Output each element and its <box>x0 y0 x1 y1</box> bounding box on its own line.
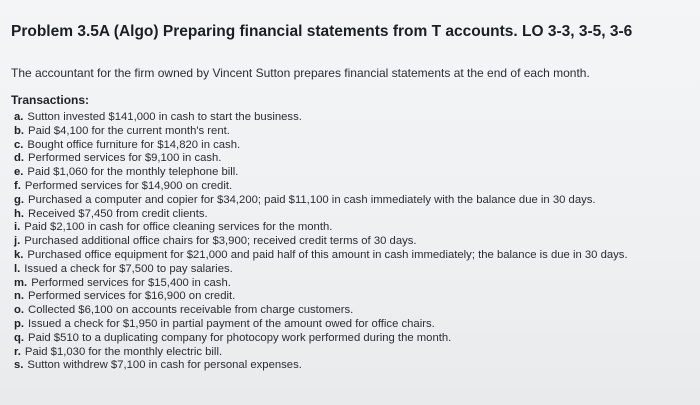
transaction-letter: l. <box>14 262 21 275</box>
problem-intro: The accountant for the firm owned by Vincent Sutton prepares financial statements at the end of each month. <box>11 66 590 80</box>
transaction-item <box>14 235 628 249</box>
transaction-item <box>14 277 628 291</box>
transaction-text: Issued a check for $1,950 in partial payment of the amount owed for office chairs. <box>28 317 435 330</box>
transaction-item <box>14 139 628 153</box>
transaction-letter: s. <box>14 359 24 372</box>
transaction-item <box>14 221 628 235</box>
transaction-text: Paid $2,100 in cash for office cleaning services for the month. <box>24 221 333 234</box>
transaction-text: Purchased a computer and copier for $34,200; paid $11,100 in cash immediately with the balance due in 30 days. <box>28 193 596 206</box>
transaction-item <box>14 304 628 318</box>
transaction-text: Purchased additional office chairs for $3,900; received credit terms of 30 days. <box>24 235 417 248</box>
transaction-item <box>14 208 628 222</box>
transaction-letter: n. <box>14 290 25 303</box>
transaction-letter: j. <box>14 235 21 248</box>
transaction-item <box>14 194 628 208</box>
transaction-item <box>14 346 628 360</box>
transaction-letter: a. <box>14 111 24 123</box>
transaction-item <box>14 290 628 304</box>
transaction-item <box>14 111 628 125</box>
transaction-text: Paid $1,060 for the monthly telephone bill. <box>27 166 239 179</box>
transaction-text: Sutton withdrew $7,100 in cash for personal expenses. <box>27 359 302 372</box>
transaction-letter: c. <box>14 138 24 151</box>
transaction-letter: m. <box>14 276 28 289</box>
transaction-item <box>14 125 628 139</box>
transaction-item <box>14 180 628 194</box>
transaction-letter: g. <box>14 193 25 206</box>
transaction-text: Received $7,450 from credit clients. <box>28 207 208 220</box>
transaction-item <box>14 249 628 263</box>
transaction-letter: i. <box>14 221 21 234</box>
transaction-text: Performed services for $15,400 in cash. <box>31 276 231 289</box>
transaction-item <box>14 152 628 166</box>
transactions-heading: Transactions: <box>11 93 90 107</box>
transaction-text: Performed services for $16,900 on credit. <box>28 290 236 303</box>
transaction-text: Sutton invested $141,000 in cash to start the business. <box>27 111 302 123</box>
transaction-text: Performed services for $9,100 in cash. <box>28 152 222 165</box>
transaction-item <box>14 359 628 373</box>
transaction-letter: k. <box>14 248 24 261</box>
transaction-letter: b. <box>14 124 25 137</box>
transaction-letter: q. <box>14 331 25 344</box>
transaction-text: Paid $510 to a duplicating company for photocopy work performed during the month. <box>28 331 452 344</box>
transaction-text: Purchased office equipment for $21,000 and paid half of this amount in cash immediately; the balance is due in 30 days. <box>27 248 628 261</box>
transaction-text: Issued a check for $7,500 to pay salaries. <box>24 262 233 275</box>
transaction-letter: o. <box>14 304 25 317</box>
transaction-text: Collected $6,100 on accounts receivable from charge customers. <box>28 304 354 317</box>
transaction-letter: h. <box>14 207 25 220</box>
transaction-item <box>14 263 628 277</box>
transaction-letter: f. <box>14 179 21 192</box>
transaction-letter: r. <box>14 345 21 358</box>
transaction-item <box>14 332 628 346</box>
transaction-item <box>14 318 628 332</box>
transaction-text: Performed services for $14,900 on credit. <box>24 179 233 192</box>
transactions-list <box>14 111 628 373</box>
transaction-item <box>14 166 628 180</box>
transaction-letter: p. <box>14 317 25 330</box>
transaction-letter: d. <box>14 152 25 165</box>
transaction-text: Paid $4,100 for the current month's rent. <box>28 124 230 137</box>
transaction-text: Paid $1,030 for the monthly electric bill. <box>24 345 223 358</box>
transaction-letter: e. <box>14 166 24 179</box>
problem-title: Problem 3.5A (Algo) Preparing financial statements from T accounts. LO 3-3, 3-5, 3-6 <box>11 23 633 40</box>
transaction-text: Bought office furniture for $14,820 in cash. <box>27 138 241 151</box>
